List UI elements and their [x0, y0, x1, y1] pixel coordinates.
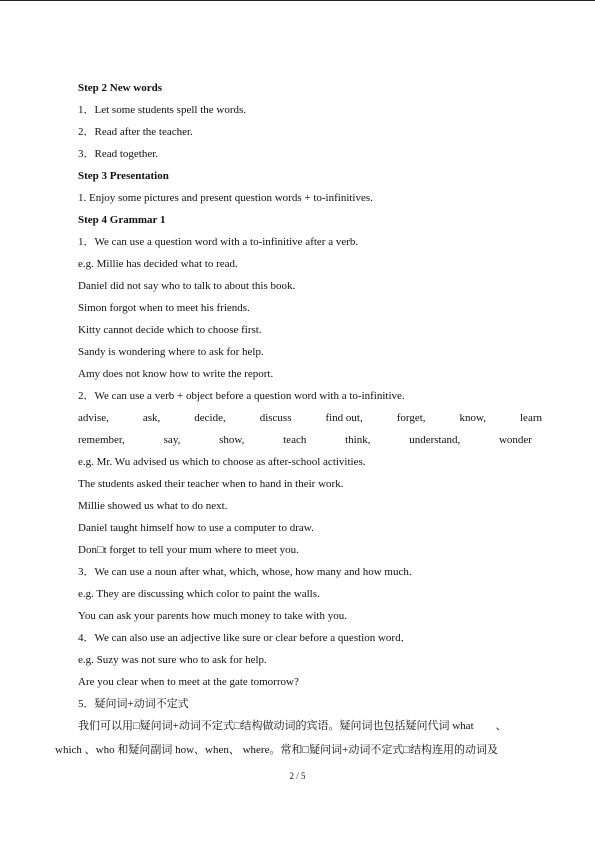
example-line: Millie showed us what to do next. — [78, 500, 228, 512]
verb-word: teach — [283, 434, 307, 446]
step2-heading: Step 2 New words — [78, 82, 163, 94]
example-line: Kitty cannot decide which to choose first. — [78, 324, 262, 336]
example-line: e.g. Millie has decided what to read. — [78, 258, 238, 270]
verb-word: discuss — [259, 412, 292, 424]
example-line: Sandy is wondering where to ask for help. — [78, 346, 264, 358]
example-line: Simon forgot when to meet his friends. — [78, 302, 250, 314]
verb-word: show, — [219, 434, 245, 446]
example-line: The students asked their teacher when to hand in their work. — [78, 478, 344, 490]
example-line: Amy does not know how to write the report. — [78, 368, 274, 380]
step2-item-3: 3．Read together. — [78, 148, 159, 160]
verb-word: think, — [345, 434, 371, 446]
verb-word: advise, — [78, 412, 109, 424]
example-line: Don□t forget to tell your mum where to meet you. — [78, 544, 299, 556]
grammar-point-1: 1．We can use a question word with a to-infinitive after a verb. — [78, 236, 359, 248]
verb-word: learn — [520, 412, 542, 424]
step2-item-2: 2．Read after the teacher. — [78, 126, 193, 138]
step3-heading: Step 3 Presentation — [78, 170, 169, 182]
step3-item-1: 1. Enjoy some pictures and present question words + to-infinitives. — [78, 192, 373, 204]
verb-word: wonder — [498, 434, 532, 446]
page-number: 2 / 5 — [289, 771, 306, 781]
document-body — [78, 80, 542, 740]
verb-list-row-1 — [78, 410, 542, 432]
step2-item-1: 1．Let some students spell the words. — [78, 104, 247, 116]
example-line: e.g. They are discussing which color to paint the walls. — [78, 588, 320, 600]
verb-word: understand, — [409, 434, 461, 446]
step4-heading: Step 4 Grammar 1 — [78, 214, 166, 226]
example-line: Are you clear when to meet at the gate tomorrow? — [78, 676, 299, 688]
example-line: e.g. Suzy was not sure who to ask for help. — [78, 654, 267, 666]
verb-word: forget, — [396, 412, 426, 424]
grammar-point-5: 5．疑问词+动词不定式 — [78, 698, 189, 710]
chinese-paragraph-line-2: which 、who 和疑问副词 how、when、 where。常和□疑问词+动词不定式□结构连用的动词及 — [55, 744, 498, 756]
grammar-point-2: 2．We can use a verb + object before a question word with a to-infinitive. — [78, 390, 405, 402]
verb-word: ask, — [142, 412, 161, 424]
verb-word: remember, — [78, 434, 125, 446]
top-rule — [0, 0, 595, 1]
chinese-paragraph-line-1: 我们可以用□疑问词+动词不定式□结构做动词的宾语。疑问词也包括疑问代词 what 、 — [78, 720, 507, 732]
example-line: You can ask your parents how much money to take with you. — [78, 610, 347, 622]
grammar-point-3: 3．We can use a noun after what, which, whose, how many and how much. — [78, 566, 412, 578]
grammar-point-4: 4．We can also use an adjective like sure or clear before a question word． — [78, 632, 412, 644]
verb-list-row-2 — [78, 432, 542, 454]
verb-word: know, — [459, 412, 487, 424]
example-line: Daniel taught himself how to use a computer to draw. — [78, 522, 314, 534]
verb-word: find out, — [325, 412, 363, 424]
example-line: e.g. Mr. Wu advised us which to choose as after-school activities. — [78, 456, 366, 468]
example-line: Daniel did not say who to talk to about this book. — [78, 280, 296, 292]
verb-word: say, — [163, 434, 181, 446]
verb-word: decide, — [194, 412, 226, 424]
